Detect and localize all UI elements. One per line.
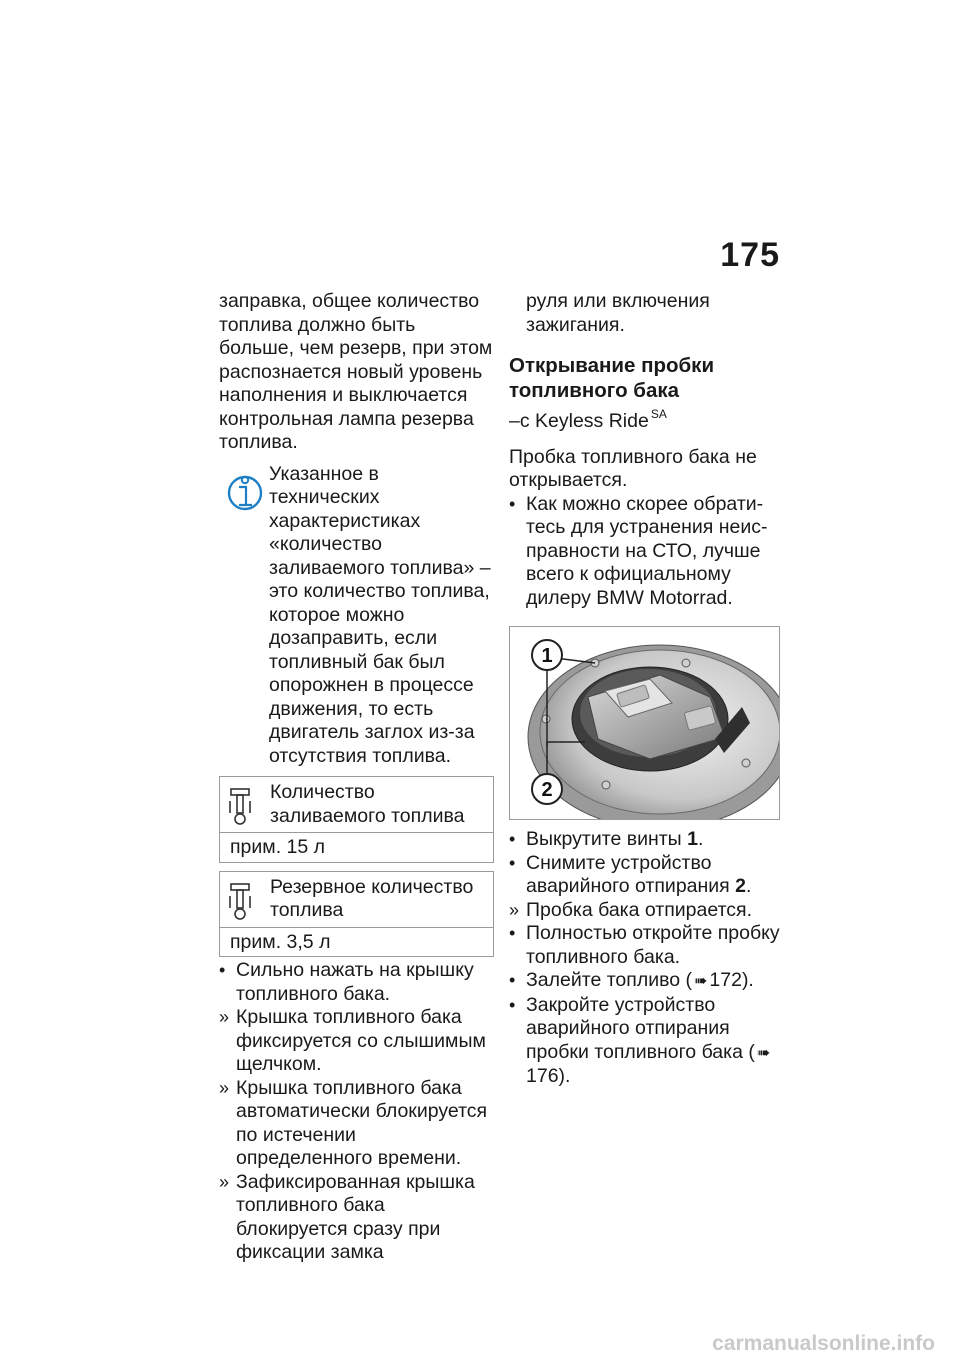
info-icon <box>225 469 265 517</box>
page-number: 175 <box>720 236 780 274</box>
list-marker: • <box>509 493 516 514</box>
item-number: 1 <box>687 828 698 850</box>
advice-list <box>509 493 781 611</box>
list-item-text: Зафиксированная крышка топливного бака блокируется сразу при фиксации замка <box>236 1170 475 1263</box>
list-item-tail: . <box>697 828 704 850</box>
list-item <box>219 1077 494 1171</box>
list-item <box>509 828 781 852</box>
spec-title: Резервное количество топлива <box>270 875 474 921</box>
continuation-text: руля или включения зажигания. <box>526 290 710 336</box>
list-item-text: Крышка топливного бака фиксируется со слышимым щелчком. <box>236 1006 486 1075</box>
list-marker: • <box>509 829 516 849</box>
spec-table-reserve-quantity <box>219 871 494 958</box>
problem-text: Пробка топливного бака не открывается. <box>509 445 757 491</box>
section-heading: Открывание пробки топливного бака <box>509 354 715 402</box>
fuel-pump-icon <box>226 880 260 924</box>
list-item-text: Как можно скорее обратитесь для устранения неисправности на СТО, лучше всего к официальному дилеру BMW Motorrad. <box>526 492 768 609</box>
fuel-cap-illustration <box>510 627 779 819</box>
page-ref-arrow-icon[interactable]: ➠ <box>694 973 708 990</box>
list-marker: • <box>509 970 516 990</box>
list-item-text: Закройте устройство аварийного отпирания пробки топливного бака ( <box>526 993 755 1063</box>
list-marker: • <box>509 923 516 943</box>
list-item <box>509 922 781 969</box>
list-item-text: Сильно нажать на крышку топливного бака. <box>236 959 474 1005</box>
spec-value: прим. 15 л <box>220 832 493 862</box>
list-item <box>509 852 781 899</box>
list-marker: » <box>219 1171 230 1192</box>
subtitle-sup: SA <box>650 407 667 421</box>
fuel-pump-icon <box>226 785 260 829</box>
list-marker: » <box>219 1077 230 1098</box>
list-item <box>509 969 781 994</box>
list-marker: » <box>219 1007 230 1027</box>
list-item <box>219 1006 494 1077</box>
right-column <box>509 290 781 1089</box>
list-marker: » <box>509 899 520 920</box>
page-ref-number[interactable]: 172). <box>709 969 754 991</box>
list-item-text: Крышка топливного бака автоматически блокируется по истечении определенного времени. <box>236 1076 488 1169</box>
list-item-text: Полностью откройте пробку топливного бака. <box>526 922 780 968</box>
list-item-text: Выкрутите винты <box>526 828 688 850</box>
spec-table-fill-quantity <box>219 776 494 863</box>
intro-paragraph: заправка, общее количество топлива должно быть больше, чем резерв, при этом распознается новый уровень наполнения и выключается контрольная лампа резерва топлива. <box>219 290 493 453</box>
left-column <box>219 290 494 1265</box>
list-item <box>509 899 781 923</box>
list-marker: • <box>509 852 516 873</box>
list-item-text: Залейте топливо ( <box>526 969 692 991</box>
left-steps-list <box>219 959 494 1265</box>
list-item-text: Снимите устройство аварийного отпирания <box>526 851 736 897</box>
list-item-text: Пробка бака отпирается. <box>526 898 753 921</box>
page-ref-arrow-icon[interactable]: ➠ <box>756 1044 771 1062</box>
list-marker: • <box>509 994 516 1015</box>
list-item-tail: . <box>746 875 752 897</box>
right-steps-list <box>509 828 781 1089</box>
fuel-cap-figure <box>509 626 780 820</box>
list-item <box>219 959 494 1006</box>
spec-title: Количество заливаемого топлива <box>270 781 465 827</box>
subtitle-text: –с Keyless Ride <box>509 410 649 432</box>
item-number: 2 <box>735 875 747 897</box>
list-item <box>509 994 781 1089</box>
watermark: carmanualsonline.info <box>712 1332 935 1355</box>
list-item <box>509 493 781 611</box>
page-ref-number[interactable]: 176). <box>526 1065 571 1087</box>
callout-2: 2 <box>541 779 553 801</box>
section-subtitle <box>509 403 781 434</box>
list-marker: • <box>219 960 226 980</box>
info-note <box>219 463 494 769</box>
spec-value: прим. 3,5 л <box>220 927 493 957</box>
info-text: Указанное в технических характеристиках «количество заливаемого топлива» – это количество топлива, которое можно дозаправить, если топливный бак был опорожнен в процессе движения, то есть двигатель заглох из-за отсутствия топлива. <box>269 462 491 767</box>
callout-1: 1 <box>541 645 553 667</box>
list-item <box>219 1171 494 1265</box>
